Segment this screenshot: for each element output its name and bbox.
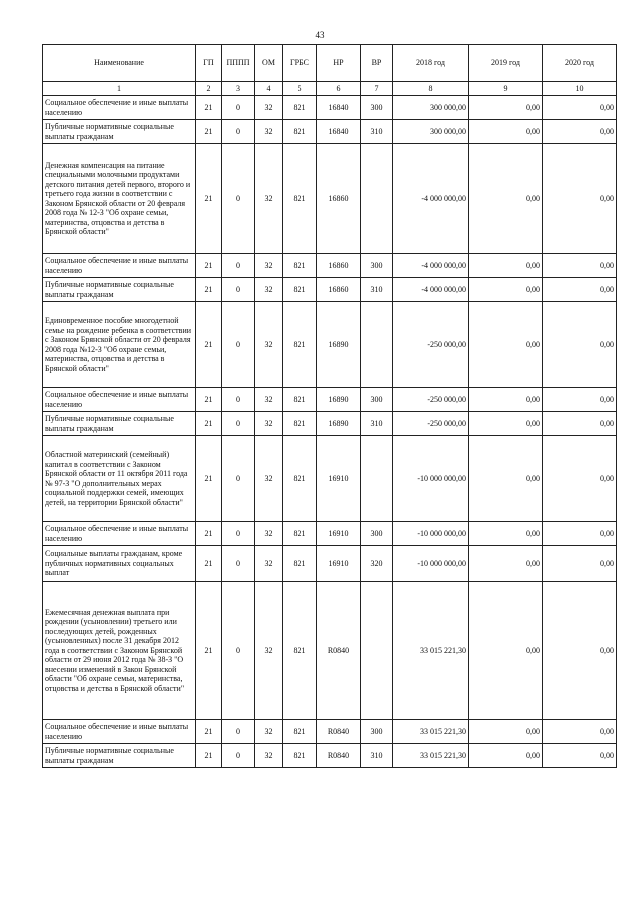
- row-2018: -10 000 000,00: [393, 436, 469, 522]
- row-grbs: 821: [283, 436, 317, 522]
- row-grbs: 821: [283, 278, 317, 302]
- row-vr: 300: [361, 720, 393, 744]
- row-vr: 300: [361, 96, 393, 120]
- header-nr: НР: [317, 45, 361, 82]
- table-row: [43, 144, 617, 254]
- row-2018: 33 015 221,30: [393, 582, 469, 720]
- row-2019: 0,00: [469, 546, 543, 582]
- row-2020: 0,00: [543, 582, 617, 720]
- row-name: Социальные выплаты гражданам, кроме публичных нормативных социальных выплат: [43, 546, 196, 582]
- row-2020: 0,00: [543, 254, 617, 278]
- row-2020: 0,00: [543, 436, 617, 522]
- row-gp: 21: [196, 436, 222, 522]
- row-2020: 0,00: [543, 546, 617, 582]
- page-number: 43: [315, 30, 325, 40]
- row-grbs: 821: [283, 96, 317, 120]
- header-2019: 2019 год: [469, 45, 543, 82]
- row-nr: R0840: [317, 720, 361, 744]
- row-2019: 0,00: [469, 522, 543, 546]
- column-number: 7: [361, 82, 393, 96]
- row-2019: 0,00: [469, 436, 543, 522]
- row-om: 32: [255, 96, 283, 120]
- table-row: [43, 302, 617, 388]
- row-name: Социальное обеспечение и иные выплаты населению: [43, 254, 196, 278]
- row-nr: 16860: [317, 254, 361, 278]
- row-gp: 21: [196, 96, 222, 120]
- row-2019: 0,00: [469, 744, 543, 768]
- table-row: [43, 412, 617, 436]
- column-number: 4: [255, 82, 283, 96]
- row-pppp: 0: [222, 582, 255, 720]
- row-name: Публичные нормативные социальные выплаты гражданам: [43, 412, 196, 436]
- row-2020: 0,00: [543, 388, 617, 412]
- row-grbs: 821: [283, 744, 317, 768]
- row-2019: 0,00: [469, 278, 543, 302]
- row-om: 32: [255, 546, 283, 582]
- row-vr: [361, 582, 393, 720]
- row-pppp: 0: [222, 96, 255, 120]
- table-row: [43, 582, 617, 720]
- row-nr: 16840: [317, 96, 361, 120]
- row-2020: 0,00: [543, 278, 617, 302]
- row-2018: -4 000 000,00: [393, 254, 469, 278]
- row-om: 32: [255, 522, 283, 546]
- row-name: Социальное обеспечение и иные выплаты населению: [43, 522, 196, 546]
- row-name: Публичные нормативные социальные выплаты гражданам: [43, 278, 196, 302]
- table-row: [43, 436, 617, 522]
- row-nr: 16860: [317, 278, 361, 302]
- row-gp: 21: [196, 582, 222, 720]
- row-om: 32: [255, 302, 283, 388]
- row-pppp: 0: [222, 254, 255, 278]
- row-nr: 16890: [317, 302, 361, 388]
- row-name: Единовременное пособие многодетной семье на рождение ребенка в соответствии с Законом Брянской области от 20 февраля 2008 года №12-З "Об охране семьи, материнства, отцовства и детства в Брянской области": [43, 302, 196, 388]
- row-gp: 21: [196, 278, 222, 302]
- table-row: [43, 546, 617, 582]
- row-pppp: 0: [222, 144, 255, 254]
- row-2019: 0,00: [469, 96, 543, 120]
- column-number: 6: [317, 82, 361, 96]
- row-pppp: 0: [222, 388, 255, 412]
- row-grbs: 821: [283, 412, 317, 436]
- row-pppp: 0: [222, 278, 255, 302]
- row-nr: R0840: [317, 744, 361, 768]
- row-name: Областной материнский (семейный) капитал в соответствии с Законом Брянской области от 11 октября 2011 года № 97-З "О дополнительных мерах социальной поддержки семей, имеющих детей, на территории Брянской области": [43, 436, 196, 522]
- row-name: Социальное обеспечение и иные выплаты населению: [43, 96, 196, 120]
- row-grbs: 821: [283, 522, 317, 546]
- row-om: 32: [255, 388, 283, 412]
- row-nr: 16840: [317, 120, 361, 144]
- row-2019: 0,00: [469, 412, 543, 436]
- row-vr: 320: [361, 546, 393, 582]
- row-name: Публичные нормативные социальные выплаты гражданам: [43, 744, 196, 768]
- row-pppp: 0: [222, 120, 255, 144]
- budget-table: [42, 44, 617, 768]
- header-vr: ВР: [361, 45, 393, 82]
- column-number: 10: [543, 82, 617, 96]
- row-2018: -4 000 000,00: [393, 278, 469, 302]
- row-pppp: 0: [222, 546, 255, 582]
- table-row: [43, 96, 617, 120]
- row-2018: -4 000 000,00: [393, 144, 469, 254]
- row-vr: 310: [361, 278, 393, 302]
- header-pppp: ПППП: [222, 45, 255, 82]
- row-vr: 300: [361, 388, 393, 412]
- row-2020: 0,00: [543, 522, 617, 546]
- table-header-row: [43, 45, 617, 82]
- column-number: 5: [283, 82, 317, 96]
- row-om: 32: [255, 744, 283, 768]
- row-name: Ежемесячная денежная выплата при рождении (усыновлении) третьего или последующих детей, рожденных (усыновленных) после 31 декабря 2012 года в соответствии с Законом Брянской области от 29 июня 2012 года № 38-З "О внесении изменений в Закон Брянской области "Об охране семьи, материнства, отцовства и детства в Брянской области": [43, 582, 196, 720]
- row-2019: 0,00: [469, 302, 543, 388]
- row-grbs: 821: [283, 120, 317, 144]
- row-2019: 0,00: [469, 254, 543, 278]
- row-2020: 0,00: [543, 302, 617, 388]
- table-row: [43, 388, 617, 412]
- row-om: 32: [255, 144, 283, 254]
- row-2020: 0,00: [543, 412, 617, 436]
- header-name: Наименование: [43, 45, 196, 82]
- table-row: [43, 120, 617, 144]
- row-vr: 300: [361, 254, 393, 278]
- row-gp: 21: [196, 744, 222, 768]
- row-2019: 0,00: [469, 388, 543, 412]
- row-om: 32: [255, 582, 283, 720]
- row-om: 32: [255, 278, 283, 302]
- table-row: [43, 744, 617, 768]
- row-2018: -250 000,00: [393, 302, 469, 388]
- row-pppp: 0: [222, 302, 255, 388]
- table-row: [43, 720, 617, 744]
- row-grbs: 821: [283, 254, 317, 278]
- row-pppp: 0: [222, 720, 255, 744]
- row-om: 32: [255, 412, 283, 436]
- column-number: 1: [43, 82, 196, 96]
- row-name: Денежная компенсация на питание специальными молочными продуктами детского питания детей первого, второго и третьего года жизни в соответствии с Законом Брянской области от 20 февраля 2008 года № 12-З "Об охране семьи, материнства, отцовства и детства в Брянской области": [43, 144, 196, 254]
- row-gp: 21: [196, 412, 222, 436]
- column-number: 3: [222, 82, 255, 96]
- row-2018: -10 000 000,00: [393, 546, 469, 582]
- header-grbs: ГРБС: [283, 45, 317, 82]
- column-number: 8: [393, 82, 469, 96]
- table-row: [43, 522, 617, 546]
- row-vr: 310: [361, 744, 393, 768]
- row-2018: -250 000,00: [393, 412, 469, 436]
- row-name: Социальное обеспечение и иные выплаты населению: [43, 388, 196, 412]
- row-pppp: 0: [222, 744, 255, 768]
- row-gp: 21: [196, 388, 222, 412]
- column-number-row: [43, 82, 617, 96]
- row-vr: 310: [361, 412, 393, 436]
- row-2020: 0,00: [543, 144, 617, 254]
- row-2018: -10 000 000,00: [393, 522, 469, 546]
- row-2018: 33 015 221,30: [393, 720, 469, 744]
- table-row: [43, 278, 617, 302]
- row-2019: 0,00: [469, 720, 543, 744]
- row-vr: 310: [361, 120, 393, 144]
- row-2019: 0,00: [469, 120, 543, 144]
- row-pppp: 0: [222, 522, 255, 546]
- row-gp: 21: [196, 144, 222, 254]
- row-vr: [361, 436, 393, 522]
- row-gp: 21: [196, 120, 222, 144]
- row-om: 32: [255, 436, 283, 522]
- row-grbs: 821: [283, 546, 317, 582]
- row-grbs: 821: [283, 720, 317, 744]
- row-2020: 0,00: [543, 96, 617, 120]
- header-om: ОМ: [255, 45, 283, 82]
- header-gp: ГП: [196, 45, 222, 82]
- row-2018: -250 000,00: [393, 388, 469, 412]
- row-2020: 0,00: [543, 720, 617, 744]
- row-grbs: 821: [283, 388, 317, 412]
- row-vr: [361, 144, 393, 254]
- row-2020: 0,00: [543, 120, 617, 144]
- row-2019: 0,00: [469, 582, 543, 720]
- row-nr: 16890: [317, 388, 361, 412]
- row-grbs: 821: [283, 144, 317, 254]
- row-name: Публичные нормативные социальные выплаты гражданам: [43, 120, 196, 144]
- row-nr: 16910: [317, 546, 361, 582]
- row-vr: 300: [361, 522, 393, 546]
- header-2020: 2020 год: [543, 45, 617, 82]
- header-2018: 2018 год: [393, 45, 469, 82]
- column-number: 9: [469, 82, 543, 96]
- row-2018: 300 000,00: [393, 96, 469, 120]
- row-2020: 0,00: [543, 744, 617, 768]
- row-grbs: 821: [283, 582, 317, 720]
- row-om: 32: [255, 254, 283, 278]
- row-nr: R0840: [317, 582, 361, 720]
- table-row: [43, 254, 617, 278]
- row-om: 32: [255, 120, 283, 144]
- row-gp: 21: [196, 522, 222, 546]
- column-number: 2: [196, 82, 222, 96]
- row-om: 32: [255, 720, 283, 744]
- row-name: Социальное обеспечение и иные выплаты населению: [43, 720, 196, 744]
- row-vr: [361, 302, 393, 388]
- row-2018: 300 000,00: [393, 120, 469, 144]
- row-pppp: 0: [222, 436, 255, 522]
- row-gp: 21: [196, 720, 222, 744]
- row-2018: 33 015 221,30: [393, 744, 469, 768]
- row-gp: 21: [196, 302, 222, 388]
- row-nr: 16860: [317, 144, 361, 254]
- row-2019: 0,00: [469, 144, 543, 254]
- row-grbs: 821: [283, 302, 317, 388]
- row-nr: 16910: [317, 522, 361, 546]
- row-nr: 16910: [317, 436, 361, 522]
- row-nr: 16890: [317, 412, 361, 436]
- row-gp: 21: [196, 546, 222, 582]
- row-gp: 21: [196, 254, 222, 278]
- row-pppp: 0: [222, 412, 255, 436]
